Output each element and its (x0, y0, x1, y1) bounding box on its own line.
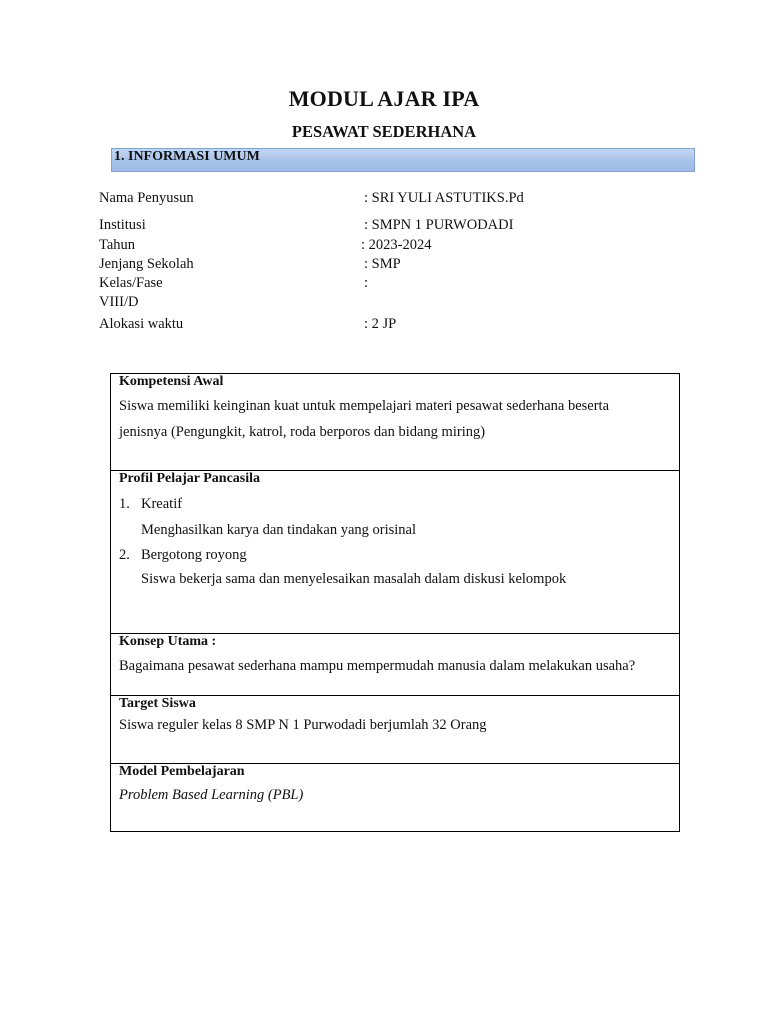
section-title: Kompetensi Awal (119, 374, 224, 389)
list-item-name: Kreatif (141, 496, 183, 512)
text-line: Problem Based Learning (PBL) (119, 787, 304, 803)
section-kompetensi-awal (111, 374, 679, 470)
text-line: Siswa reguler kelas 8 SMP N 1 Purwodadi berjumlah 32 Orang (119, 717, 487, 733)
section-target-siswa (111, 695, 679, 764)
info-label-jenjang: Jenjang Sekolah (99, 256, 194, 272)
info-value-jenjang: : SMP (364, 256, 401, 272)
info-label-institusi: Institusi (99, 217, 146, 233)
list-item-desc: Menghasilkan karya dan tindakan yang orisinal (141, 522, 417, 538)
info-value-nama-penyusun: : SRI YULI ASTUTIKS.Pd (364, 190, 524, 206)
section-title: Target Siswa (119, 696, 196, 711)
info-value-kelas-continuation: VIII/D (99, 294, 139, 310)
list-number: 1. (119, 496, 130, 512)
text-line: jenisnya (Pengungkit, katrol, roda berporos dan bidang miring) (119, 424, 486, 440)
section-heading: 1. INFORMASI UMUM (114, 149, 260, 164)
text-line: Bagaimana pesawat sederhana mampu mempermudah manusia dalam melakukan usaha? (119, 658, 636, 674)
section-heading-bar (111, 148, 695, 172)
document-title: MODUL AJAR IPA (288, 86, 480, 111)
section-model-pembelajaran (111, 763, 679, 832)
info-value-institusi: : SMPN 1 PURWODADI (364, 217, 514, 233)
document-subtitle: PESAWAT SEDERHANA (291, 122, 477, 141)
list-number: 2. (119, 547, 130, 563)
info-value-alokasi: : 2 JP (364, 316, 397, 332)
section-konsep-utama (111, 633, 679, 696)
module-table (110, 373, 680, 832)
list-item-name: Bergotong royong (141, 547, 247, 563)
list-item-desc: Siswa bekerja sama dan menyelesaikan masalah dalam diskusi kelompok (141, 571, 567, 587)
section-title: Model Pembelajaran (119, 764, 245, 779)
section-title: Konsep Utama : (119, 634, 217, 649)
info-label-kelas: Kelas/Fase (99, 275, 163, 291)
info-value-kelas: : (364, 275, 369, 291)
info-label-nama-penyusun: Nama Penyusun (99, 190, 194, 206)
text-line: Siswa memiliki keinginan kuat untuk mempelajari materi pesawat sederhana beserta (119, 398, 610, 414)
info-value-tahun: : 2023-2024 (361, 237, 432, 253)
info-label-alokasi: Alokasi waktu (99, 316, 184, 332)
section-title: Profil Pelajar Pancasila (119, 471, 261, 486)
info-label-tahun: Tahun (99, 237, 136, 253)
section-profil-pelajar (111, 470, 679, 634)
